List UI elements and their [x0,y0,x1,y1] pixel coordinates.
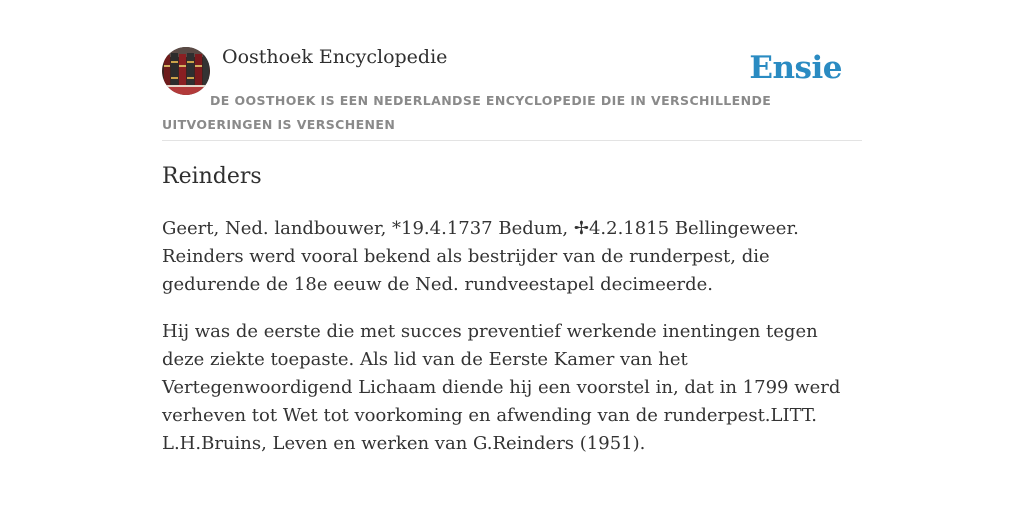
article-body [162,215,862,477]
article-paragraph-1: Geert, Ned. landbouwer, *19.4.1737 Bedum, ✢4.2.1815 Bellingeweer. Reinders werd vooral bekend als bestrijder van de runderpest, die gedurende de 18e eeuw de Ned. rundveestapel decimeerde. [162,218,799,295]
site-header [162,0,862,141]
article-paragraph-2: Hij was de eerste die met succes preventief werkende inentingen tegen deze ziekte toepaste. Als lid van de Eerste Kamer van het Vertegenwoordigend Lichaam diende hij een voorstel in, dat in 1799 werd verheven tot Wet tot voorkoming en afwending van de runderpest.LITT. L.H.Bruins, Leven en werken van G.Reinders (1951). [162,321,841,454]
article-title: Reinders [162,164,262,189]
encyclopedia-books-icon[interactable] [162,47,210,95]
page-container [162,0,862,454]
ensie-logo-link[interactable]: Ensie [749,50,842,86]
source-title-link[interactable]: Oosthoek Encyclopedie [222,46,448,68]
source-tagline: DE OOSTHOEK IS EEN NEDERLANDSE ENCYCLOPEDIE DIE IN VERSCHILLENDE UITVOERINGEN IS VERSCHENEN [162,93,772,132]
